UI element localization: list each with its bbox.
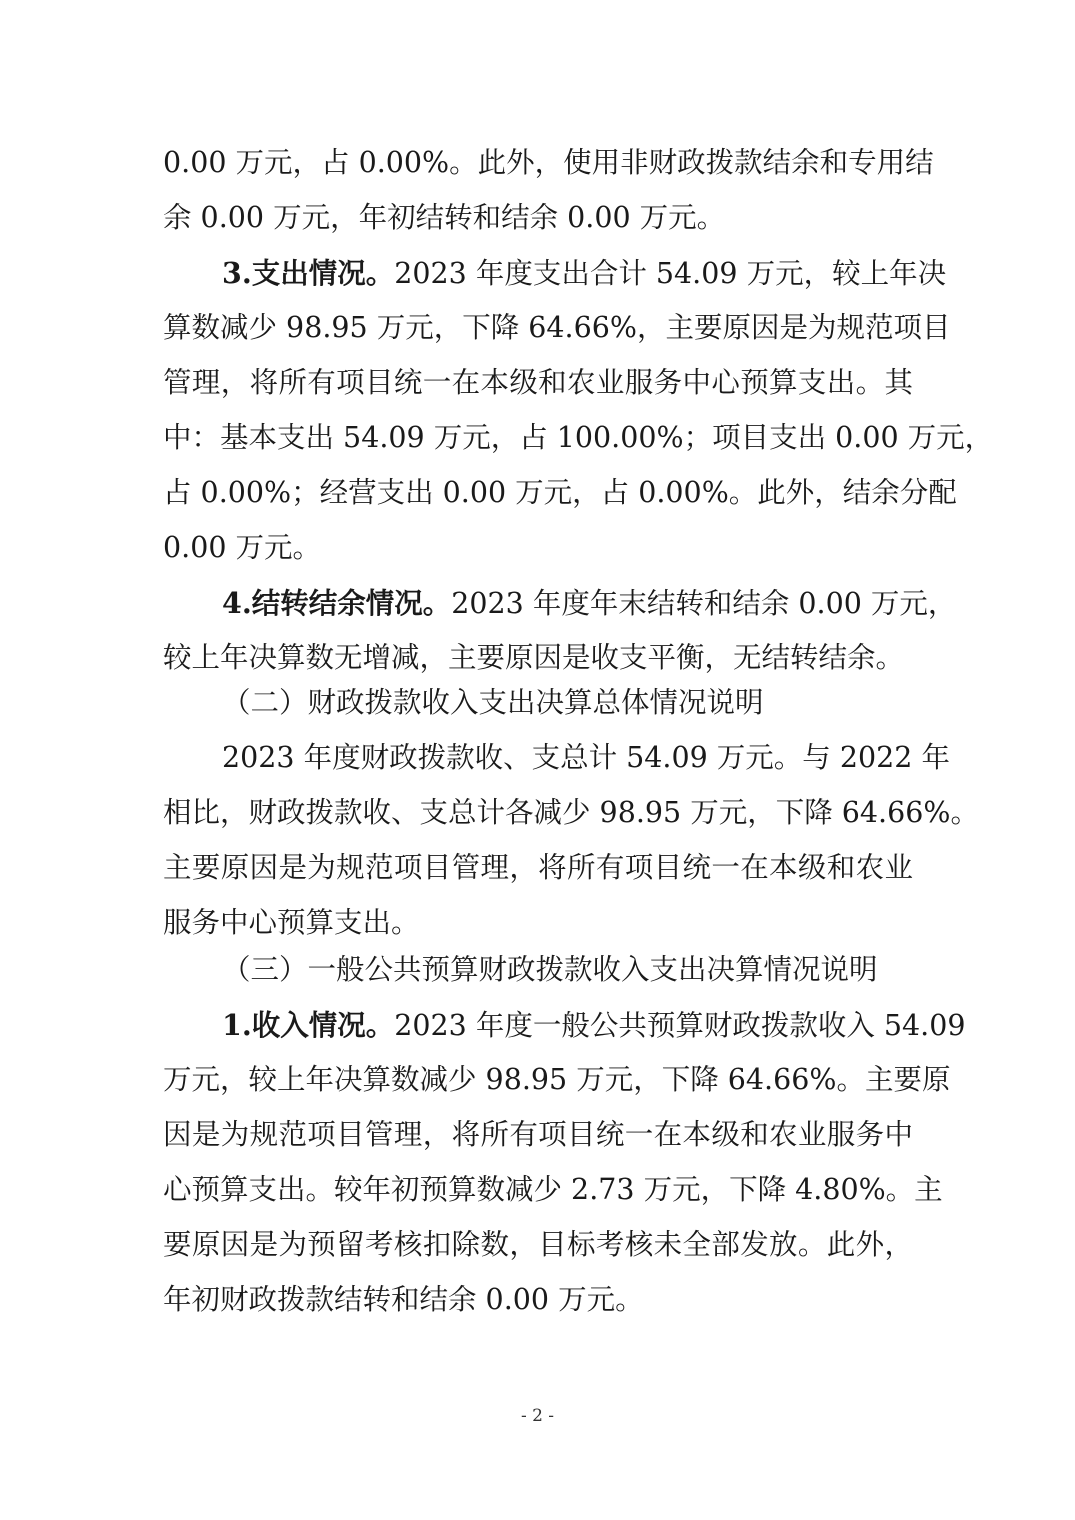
paragraph-line: 服务中心预算支出。 bbox=[163, 906, 420, 939]
paragraph-line: 0.00 万元。 bbox=[163, 531, 322, 564]
paragraph-line: 0.00 万元，占 0.00%。此外，使用非财政拨款结余和专用结 bbox=[163, 146, 934, 179]
paragraph-line: 心预算支出。较年初预算数减少 2.73 万元，下降 4.80%。主 bbox=[163, 1173, 943, 1206]
paragraph-line: 中：基本支出 54.09 万元，占 100.00%；项目支出 0.00 万元， bbox=[163, 421, 994, 454]
paragraph-line: 万元，较上年决算数减少 98.95 万元，下降 64.66%。主要原 bbox=[163, 1063, 951, 1096]
carryover-label: 4.结转结余情况。 bbox=[222, 586, 452, 620]
income-paragraph-first-line bbox=[163, 1005, 966, 1046]
paragraph-line: 2023 年度年末结转和结余 0.00 万元， bbox=[451, 587, 957, 620]
expenditure-label: 3.支出情况。 bbox=[222, 256, 395, 290]
carryover-paragraph-first-line bbox=[163, 583, 957, 624]
paragraph-first-line bbox=[163, 738, 950, 778]
page-number: - 2 - bbox=[520, 1406, 555, 1426]
paragraph-line: 较上年决算数无增减，主要原因是收支平衡，无结转结余。 bbox=[163, 641, 905, 674]
paragraph-line: 2023 年度财政拨款收、支总计 54.09 万元。与 2022 年 bbox=[222, 741, 950, 774]
paragraph-line: 占 0.00%；经营支出 0.00 万元，占 0.00%。此外，结余分配 bbox=[163, 476, 957, 509]
paragraph-line: 管理，将所有项目统一在本级和农业服务中心预算支出。其 bbox=[163, 366, 913, 399]
paragraph-line: 相比，财政拨款收、支总计各减少 98.95 万元，下降 64.66%。 bbox=[163, 796, 979, 829]
expenditure-paragraph-first-line bbox=[163, 253, 947, 294]
section-heading-two: （二）财政拨款收入支出决算总体情况说明 bbox=[222, 686, 764, 719]
paragraph-line: 要原因是为预留考核扣除数，目标考核未全部发放。此外， bbox=[163, 1228, 913, 1261]
section-heading-three: （三）一般公共预算财政拨款收入支出决算情况说明 bbox=[222, 953, 878, 986]
paragraph-line: 因是为规范项目管理，将所有项目统一在本级和农业服务中 bbox=[163, 1118, 913, 1151]
paragraph-line: 余 0.00 万元，年初结转和结余 0.00 万元。 bbox=[163, 201, 726, 234]
income-label: 1.收入情况。 bbox=[222, 1008, 395, 1042]
paragraph-line: 2023 年度支出合计 54.09 万元，较上年决 bbox=[394, 257, 947, 290]
paragraph-line: 主要原因是为规范项目管理，将所有项目统一在本级和农业 bbox=[163, 851, 913, 884]
paragraph-line: 2023 年度一般公共预算财政拨款收入 54.09 bbox=[394, 1009, 966, 1042]
paragraph-line: 年初财政拨款结转和结余 0.00 万元。 bbox=[163, 1283, 644, 1316]
paragraph-line: 算数减少 98.95 万元，下降 64.66%，主要原因是为规范项目 bbox=[163, 311, 951, 344]
